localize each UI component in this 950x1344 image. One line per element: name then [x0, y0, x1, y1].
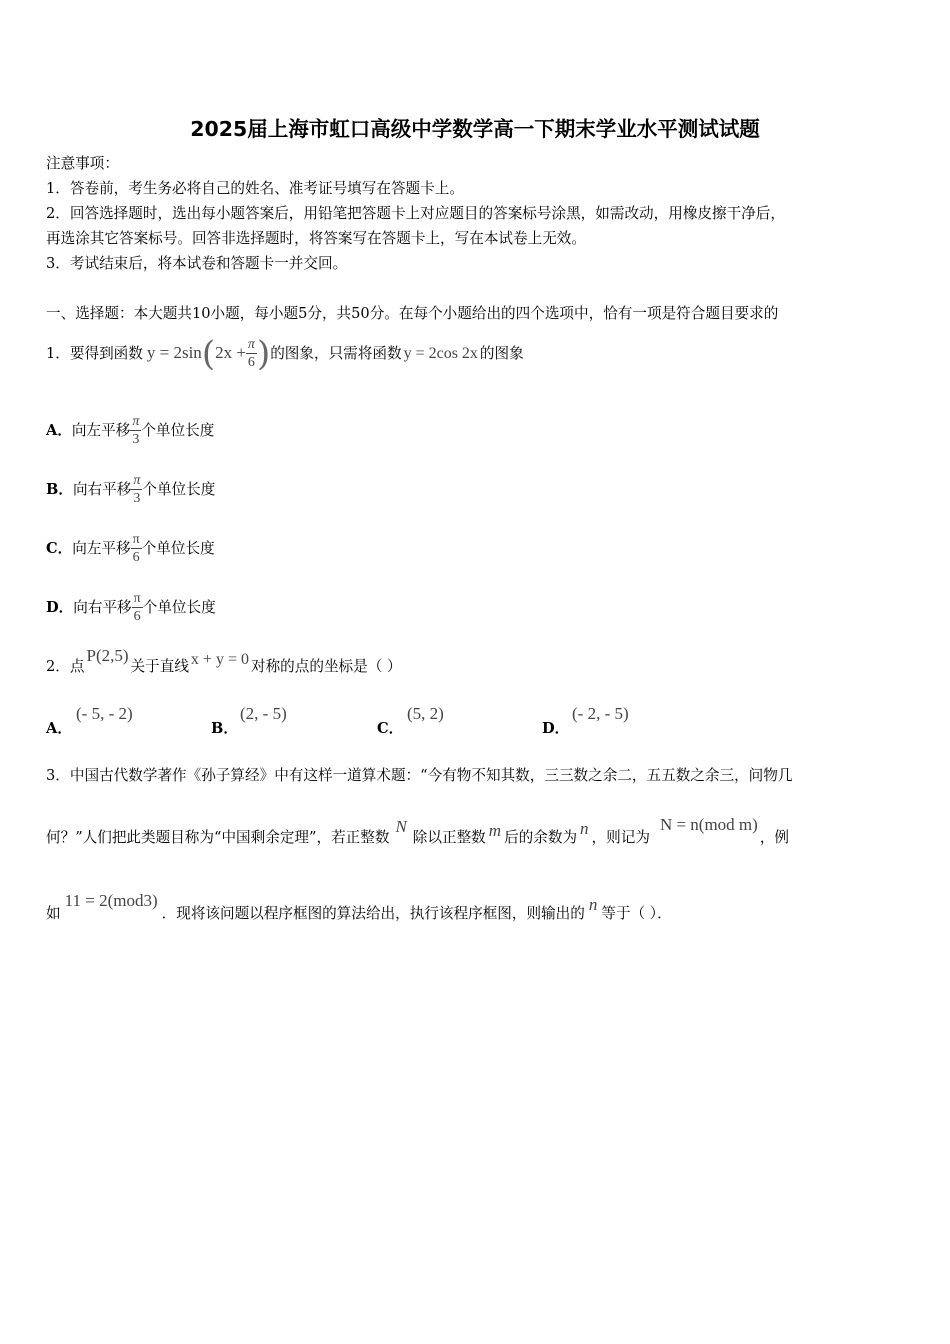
question-1: [46, 333, 524, 374]
math-variable: n: [588, 895, 598, 914]
question-number: 3．: [46, 767, 70, 784]
math-expression: y = 2sin: [146, 343, 202, 362]
option-d[interactable]: D．向右平移 $\frac{\pi}{6}$ 个单位长度: [46, 591, 216, 624]
math-variable: n: [580, 819, 589, 838]
question-text: 关于直线: [130, 658, 189, 675]
page-title: 2025届上海市虹口高级中学数学高一下期末学业水平测试试题: [190, 117, 760, 141]
question-text: 的图象，只需将函数: [270, 345, 402, 362]
fraction: $\frac{\pi}{6}$: [132, 532, 140, 565]
option-d-value: (- 2, - 5): [572, 704, 629, 723]
option-b-value: (2, - 5): [240, 704, 287, 723]
question-number: 2．: [46, 658, 70, 675]
question-3-line-2: 何？”人们把此类题目称为“中国剩余定理”，若正整数N除以正整数 m 后的余数为 n ，则记为N = n(mod m)，例: [46, 815, 790, 846]
option-c-value: (5, 2): [407, 704, 444, 723]
question-number: 1．: [46, 345, 70, 362]
section-heading: 一、选择题：本大题共10小题，每小题5分，共50分。在每个小题给出的四个选项中，恰有一项是符合题目要求的: [46, 305, 779, 322]
option-c[interactable]: C．: [377, 720, 404, 737]
math-expression: P(2,5): [86, 646, 129, 665]
notice-line: 再选涂其它答案标号。回答非选择题时，将答案写在答题卡上，写在本试卷上无效。: [46, 230, 586, 247]
math-expression: N = n(mod m): [659, 815, 758, 834]
notice-heading: 注意事项：: [46, 155, 119, 172]
option-a[interactable]: A．: [46, 720, 72, 737]
question-text: 要得到函数: [69, 345, 143, 362]
question-text: 点: [69, 658, 85, 675]
math-expression: 11 = 2(mod3): [64, 891, 158, 910]
option-b[interactable]: B．: [211, 720, 238, 737]
question-text: 中国古代数学著作《孙子算经》中有这样一道算术题：“今有物不知其数，三三数之余二，五五数之余三，问物几: [69, 767, 793, 784]
question-text: 对称的点的坐标是（ ）: [250, 658, 402, 675]
notice-line: 2．回答选择题时，选出每小题答案后，用铅笔把答题卡上对应题目的答案标号涂黑，如需改动，用橡皮擦干净后，: [46, 205, 785, 222]
fraction: $\frac{\pi}{6}$: [133, 591, 141, 624]
math-expression: y = 2cos 2x: [403, 345, 478, 362]
notice-line: 1．答卷前，考生务必将自己的姓名、准考证号填写在答题卡上。: [46, 180, 464, 197]
option-c[interactable]: C．向左平移 $\frac{\pi}{6}$ 个单位长度: [46, 532, 215, 565]
math-expression: 2x +: [215, 343, 246, 362]
math-variable: N: [395, 817, 407, 836]
fraction: $\frac{\pi}{6}$: [247, 337, 255, 370]
question-text: 的图象: [479, 345, 524, 362]
option-a-value: (- 5, - 2): [76, 704, 133, 723]
notice-line: 3．考试结束后，将本试卷和答题卡一并交回。: [46, 255, 348, 272]
fraction: $\frac{\pi}{3}$: [132, 414, 140, 447]
math-variable: m: [488, 821, 502, 840]
question-3-line-3: 如11 = 2(mod3)．现将该问题以程序框图的算法给出，执行该程序框图，则输出的 n 等于（ ）．: [46, 891, 672, 922]
option-a[interactable]: A．向左平移 $\frac{\pi}{3}$ 个单位长度: [46, 414, 215, 447]
question-3: [46, 764, 792, 785]
fraction: $\frac{\pi}{3}$: [133, 473, 141, 506]
math-expression: x + y = 0: [190, 651, 249, 668]
question-2: [46, 647, 402, 686]
right-paren-icon: ): [256, 334, 271, 374]
left-paren-icon: (: [201, 334, 216, 374]
option-b[interactable]: B．向右平移 $\frac{\pi}{3}$ 个单位长度: [46, 473, 216, 506]
option-d[interactable]: D．: [542, 720, 570, 737]
